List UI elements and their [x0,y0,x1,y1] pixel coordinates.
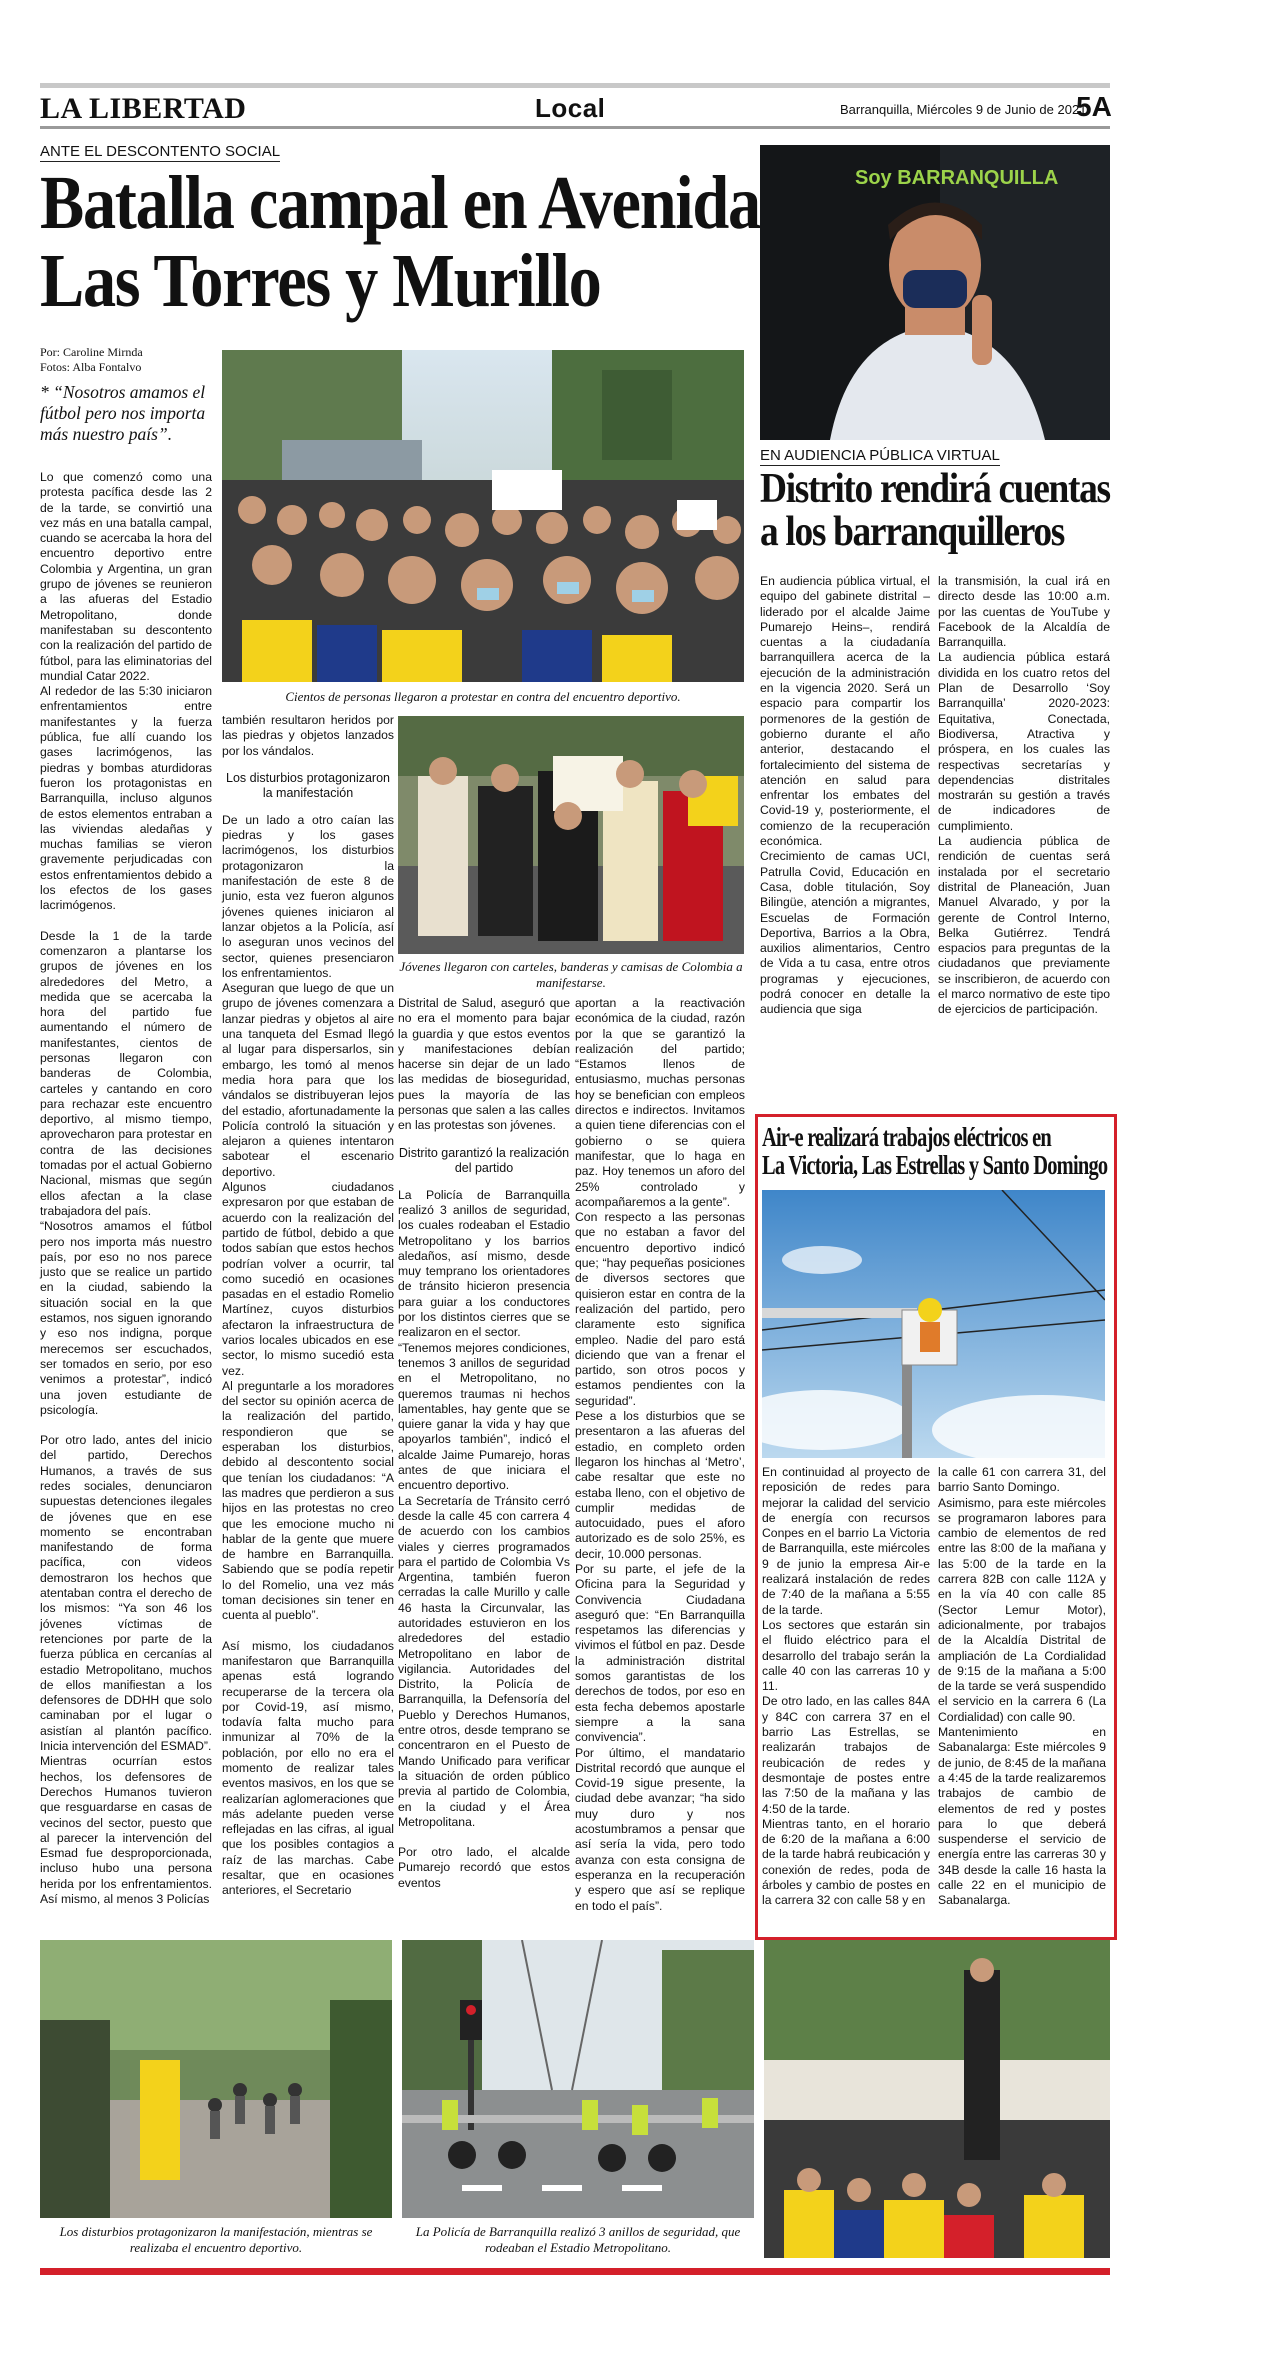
paragraph: De otro lado, en las calles 84A y 84C con carrera 37 en el barrio Las Estrellas, se realizarán trabajos de reubicación de redes y desmontaje de postes entre las 7:50 de la mañana y las 4:50 de la tarde. [762,1694,930,1816]
paragraph: Pese a los disturbios que se presentaron a las afueras del estadio, en completo orden llegaron los hinchas al ‘Metro’, cabe resaltar que este no estaba lleno, con el objetivo de cumplir medidas de autocuidado, pues el aforo autorizado es de solo 25%, es decir, 10.000 personas. [575,1409,745,1561]
paragraph: Desde la 1 de la tarde comenzaron a plantarse los grupos de jóvenes en los alrededores del Metro, a medida que se acercaba la hora del partido fue aumentando el número de manifestantes, cientos de personas llegaron con banderas de Colombia, carteles y cantando en coro para rechazar este encuentro deportivo, al mismo tiempo, aprovecharon para protestar en contra de las decisiones tomadas por el actual Gobierno Nacional, mismas que según ellos afectan a la clase trabajadora del país. [40,928,212,1218]
paragraph: Algunos ciudadanos expresaron por que estaban de acuerdo con la realización del partido de fútbol, debido a que todos sabían que estos hechos podrían volver a ocurrir, tal como sucedió en ocasiones pasadas en el estadio Romelio Martínez, cuyos disturbios afectaron la infraestructura de varios locales ubicados en ese sector, lo mismo sucedió esta vez. [222,1180,394,1378]
paragraph: En continuidad al proyecto de reposición de redes para mejorar la calidad del servicio de energía con recursos Conpes en el barrio La Victoria de Barranquilla, este miércoles 9 de junio la empresa Air-e realizará instalación de redes de 7:40 de la mañana a 5:55 de la tarde. [762,1465,930,1617]
aire-headline [762,1122,1108,1180]
aire-column-1 [762,1465,930,1909]
page-number: 5A [1076,91,1112,122]
main-kicker: ANTE EL DESCONTENTO SOCIAL [40,143,281,160]
dateline: Barranquilla, Miércoles 9 de Junio de 2021 [840,102,1087,117]
paragraph: De un lado a otro caían las piedras y los gases lacrimógenos, los disturbios protagonizaron la manifestación de este 8 de junio, esta vez fueron algunos jóvenes quienes iniciaron al lanzar objetos a la Policía, así lo aseguran unos vecinos del sector, quienes presenciaron los enfrentamientos. [222,812,394,980]
main-column-3 [398,996,570,1891]
masthead-top-rule [40,83,1110,88]
pull-quote: * “Nosotros amamos el fútbol pero nos importa más nuestro país”. [40,382,206,444]
paragraph: “Nosotros amamos el fútbol pero nos importa más nuestro país, por eso no nos parece justo que se realice un partido en la ciudad, sabiendo la situación social en la que estamos, nos siguen ignorando y eso nos indigna, porque merecemos ser escuchados, ser tomados en serio, por eso venimos a protestar”, indicó una joven estudiante de psicología. [40,1219,212,1417]
paragraph: la transmisión, la cual irá en directo desde las 10:00 a.m. por las cuentas de YouTube y Facebook de la Alcaldía de Barranquilla. [938,574,1110,650]
paragraph: Por otro lado, antes del inicio del partido, Derechos Humanos, a través de sus redes sociales, denunciaron supuestas detenciones ilegales de jóvenes que en ese momento se encontraban manifestando de forma pacífica, con videos demostraron los hechos que atentaban contra el derecho de los mismos: “Ya son 46 los jóvenes víctimas de retenciones por parte de la fuerza pública en cercanías al estadio Metropolitano, muchos de ellos manifiestan a los defensores de DDHH que solo caminaban por el lugar o asistían al plantón pacífico. Inicia intervención del ESMAD”. [40,1433,212,1754]
paragraph: Los sectores que estarán sin el fluido eléctrico para el desarrollo del trabajo serán la calle 40 con las carreras 10 y 11. [762,1617,930,1694]
byline-photos: Fotos: Alba Fontalvo [40,360,142,374]
paragraph: Al preguntarle a los moradores del sector su opinión acerca de la realización del partido, respondieron que se esperaban los disturbios, debido al descontento social que tenían los ciudadanos: “A las madres que perdieron a sus hijos en las protestas no creo que les emocione mucho ni hablar de la gente que muere de hambre en Barranquilla. Sabiendo que se podía repetir lo del Romelio, una vez más toman decisiones sin tener en cuenta al pueblo”. [222,1378,394,1623]
paragraph: Al rededor de las 5:30 iniciaron enfrentamientos entre manifestantes y la fuerza pública, fue allí cuando los gases lacrimógenos, las piedras y bombas aturdidoras fueron los protagonistas en Barranquilla, incluso algunos de estos elementos entraban a las viviendas aledañas y muchas familias se vieron gravemente perjudicadas con estos enfrentamientos debido a los efectos de los gases lacrimógenos. [40,684,212,913]
masthead-bottom-rule [40,126,1110,129]
police-cordon-photo [402,1940,754,2218]
crowd-protest-photo [222,350,744,682]
main-headline-line2: Las Torres y Murillo [40,238,601,323]
paragraph: La Secretaría de Tránsito cerró desde la calle 45 con carrera 4 de acuerdo con los cambios viales y cierres programados para el partido de Colombia Vs Argentina, también fueron cerradas la calle Murillo y calle 46 hasta la Circunvalar, las autoridades estuvieron en los alrededores del estadio Metropolitano en labor de vigilancia. Autoridades del Distrito, la Policía de Barranquilla, la Defensoría del Pueblo y Derechos Humanos, entre otros, desde temprano se concentraron en el Puesto de Mando Unificado para verificar la situación de orden público previa al partido de Colombia, en la ciudad y el Área Metropolitana. [398,1493,570,1829]
main-headline-line1: Batalla campal en Avenida [40,161,760,245]
paragraph: Mantenimiento en Sabanalarga: Este miércoles 9 de junio, de 8:45 de la mañana a 4:45 de la tarde realizaremos trabajos de cambio de elementos de red y postes para lo que deberá suspenderse el servicio de energía entre las carreras 30 y 34B desde la calle 16 hasta la calle 22 en el municipio de Sabanalarga. [938,1725,1107,1908]
aire-headline-line1: Air-e realizará trabajos eléctricos en [762,1122,1052,1152]
audiencia-kicker: EN AUDIENCIA PÚBLICA VIRTUAL [760,447,1000,464]
fans-crowd-photo [764,1940,1110,2258]
main-headline [40,161,760,323]
byline-author: Por: Caroline Mirnda [40,345,143,359]
paragraph: Mientras tanto, en el horario de 6:20 de la mañana a 6:00 de la tarde habrá reubicación y conexión de redes, poda de árboles y cambio de postes en la carrera 32 con calle 58 y en [762,1816,930,1908]
photo-sign-text: Soy BARRANQUILLA [855,167,1059,189]
paragraph: Mientras ocurrían estos hechos, los defensores de Derechos Humanos tuvieron que resguardarse en casas de vecinos del sector, puesto que al parecer la intervención del Esmad fue desproporcionada, incluso hubo una persona herida por los enfrentamientos. Así mismo, al menos 3 Policías [40,1754,212,1907]
paragraph: Con respecto a las personas que no estaban a favor del encuentro deportivo indicó que; “hay pequeñas posiciones de diversos sectores que quisieron estar en contra de la realización del partido, pero claramente esto significa empleo. Nadie del paro está diciendo que van a frenar el partido, son otros pocos y estamos pendientes con la seguridad”. [575,1210,745,1408]
signs-photo-caption: Jóvenes llegaron con carteles, banderas y camisas de Colombia a manifestarse. [399,959,743,990]
aire-headline-line2: La Victoria, Las Estrellas y Santo Domingo [762,1149,1108,1180]
protesters-signs-photo [398,716,744,954]
paragraph: Por último, el mandatario Distrital recordó que aunque el Covid-19 sigue presente, la ciudad debe avanzar; “ha sido muy duro y nos acostumbramos a pensar que así sería la vida, pero todo avanza con esta consigna de esperanza en la recuperación y espero que así se replique en todo el país”. [575,1745,745,1913]
paragraph: Por otro lado, el alcalde Pumarejo recordó que estos eventos [398,1845,570,1890]
aire-column-2 [938,1465,1106,1909]
paragraph: Por su parte, el jefe de la Oficina para la Seguridad y Convivencia Ciudadana aseguró que: “En Barranquilla respetamos las diferencias y vivimos el fútbol en paz. Desde la administración distrital somos garantistas de los derechos de todos, por eso en esta fecha debemos apostarle siempre a la sana convivencia”. [575,1561,745,1745]
electric-work-photo [762,1190,1105,1458]
main-column-2 [222,713,394,1899]
paragraph: Asimismo, para este miércoles se programaron labores para cambio de elementos de red entre las 8:00 de la mañana y las 5:00 de la tarde en la carrera 82B con calle 112A y en la vía 40 con calle 85 (Sector Lemur Motor), adicionalmente, por trabajos de la Alcaldía Distrital de ampliación de La Cordialidad de 9:15 de la mañana a 5:00 de la tarde se verá suspendido el servicio en la carrera 6 (La Cordialidad) con calle 90. [938,1495,1106,1724]
paragraph: aportan a la reactivación económica de la ciudad, razón por la que se garantizó la realización del partido; “Estamos llenos de entusiasmo, muchas personas hoy se benefician con empleos directos e indirectos. Invitamos a quien tiene diferencias con el gobierno o se quiera manifestar, que lo haga en paz. Hoy tenemos un aforo del 25% controlado y acompañaremos a la gente”. [575,996,745,1209]
section-name: Local [535,93,606,123]
main-column-4 [575,996,745,1914]
paragraph: La audiencia pública estará dividida en los cuatro retos del Plan de Desarrollo ‘Soy Barranquilla’ 2020-2023: Equitativa, Conectada, Biodiversa, Atractiva y próspera, en los cuales las respectivas secretarías y dependencias distritales mostrarán su gestión a través de indicadores de cumplimiento. [938,650,1110,833]
mayor-photo [760,145,1110,440]
police-photo-caption: La Policía de Barranquilla realizó 3 anillos de seguridad, que rodeaban el Estadio Metropolitano. [415,2224,741,2255]
paragraph: Aseguran que luego de que un grupo de jóvenes comenzara a lanzar piedras y objetos al aire una tanqueta del Esmad llegó al lugar para dispersarlos, sin embargo, les tomó al menos media hora para que los vándalos se distribuyeran lejos del estadio, afortunadamente la Policía controló la situación y alejaron a quienes intentaron sabotear el escenario deportivo. [222,981,394,1179]
audiencia-headline [760,466,1110,555]
paragraph: también resultaron heridos por las piedras y objetos lanzados por los vándalos. [222,713,394,758]
audiencia-column-1 [760,574,930,1018]
paragraph: En audiencia pública virtual, el equipo del gabinete distrital –liderado por el alcalde Jaime Pumarejo Heins–, rendirá cuentas a la ciudadanía barranquillera acerca de la ejecución de la administración en la vigencia 2020. Será un espacio para compartir los pormenores de la gestión de gobierno durante el año anterior, destacando el fortalecimiento del sistema de atención en salud para enfrentar los embates del Covid-19 y, posteriormente, el comienzo de la recuperación económica. [760,574,930,849]
crowd-photo-caption: Cientos de personas llegaron a protestar en contra del encuentro deportivo. [285,689,681,704]
subhead: Los disturbios protagonizaron la manifestación [226,770,390,800]
audiencia-headline-line2: a los barranquilleros [760,508,1064,555]
audiencia-column-2 [938,574,1110,1018]
footer-red-rule [40,2268,1110,2275]
byline [40,345,210,375]
paragraph: Así mismo, los ciudadanos manifestaron que Barranquilla apenas está logrando recuperarse de la tercera ola por Covid-19, así mismo, todavía falta mucho para inmunizar al 70% de la población, por ello no era el momento de realizar tales eventos masivos, en los que se realizarían aglomeraciones que más adelante pueden verse reflejadas en las cifras, al igual que los posibles contagios a raíz de las marchas. Cabe resaltar, que en ocasiones anteriores, el Secretario [222,1638,394,1898]
paragraph: Lo que comenzó como una protesta pacífica desde las 2 de la tarde, se convirtió una vez más en una batalla campal, cuando se acercaba la hora del encuentro deportivo entre Colombia y Argentina, un gran grupo de jóvenes se reunieron a las afueras del Estadio Metropolitano, donde manifestaban su descontento con la realización del partido de fútbol, para las eliminatorias del mundial Catar 2022. [40,470,212,683]
street-photo-caption: Los disturbios protagonizaron la manifestación, mientras se realizaba el encuentro deportivo. [59,2224,373,2255]
subhead: Distrito garantizó la realización del partido [398,1145,570,1175]
paragraph: Distrital de Salud, aseguró que no era el momento para bajar la guardia y que estos eventos y manifestaciones debían hacerse sin dejar de un lado las medidas de bioseguridad, pues la mayoría de las personas que salen a las calles en las protestas son jóvenes. [398,996,570,1133]
audiencia-headline-line1: Distrito rendirá cuentas [760,466,1110,512]
paragraph: Crecimiento de camas UCI, Patrulla Covid, Educación en Casa, doble titulación, Soy Bilingüe, atención a migrantes, Escuelas de Formación Deportiva, Barrios a la Obra, auxilios alimentarios, Centro de Vida a tu casa, entre otros programas y ejecuciones, podrá conocer en detalle la audiencia que siga [760,849,930,1017]
newspaper-name: LA LIBERTAD [40,92,247,125]
paragraph: La Policía de Barranquilla realizó 3 anillos de seguridad, los cuales rodeaban el Estadio Metropolitano y los barrios aledaños, así mismo, desde muy temprano los orientadores de tránsito hicieron presencia para guiar a los conductores por los distintos cierres que se realizaron en el sector. [398,1187,570,1340]
paragraph: la calle 61 con carrera 31, del barrio Santo Domingo. [938,1465,1106,1495]
paragraph: La audiencia pública de rendición de cuentas será instalada por el secretario distrital de Planeación, Juan Manuel Alvarado, y por la gerente de Control Interno, Belka Gutiérrez. Tendrá espacios para preguntas de la ciudadanos que previamente se inscribieron, de acuerdo con el marco normativo de este tipo de ejercicios de participación. [938,834,1110,1017]
paragraph: “Tenemos mejores condiciones, tenemos 3 anillos de seguridad en el Metropolitano, no queremos traumas ni hechos lamentables, hay gente que se quiere ganar la vida y hay que apoyarlos también”, indicó el alcalde Jaime Pumarejo, horas antes de que iniciara el encuentro deportivo. [398,1340,570,1493]
street-riot-photo [40,1940,392,2218]
main-column-1 [40,470,212,1907]
